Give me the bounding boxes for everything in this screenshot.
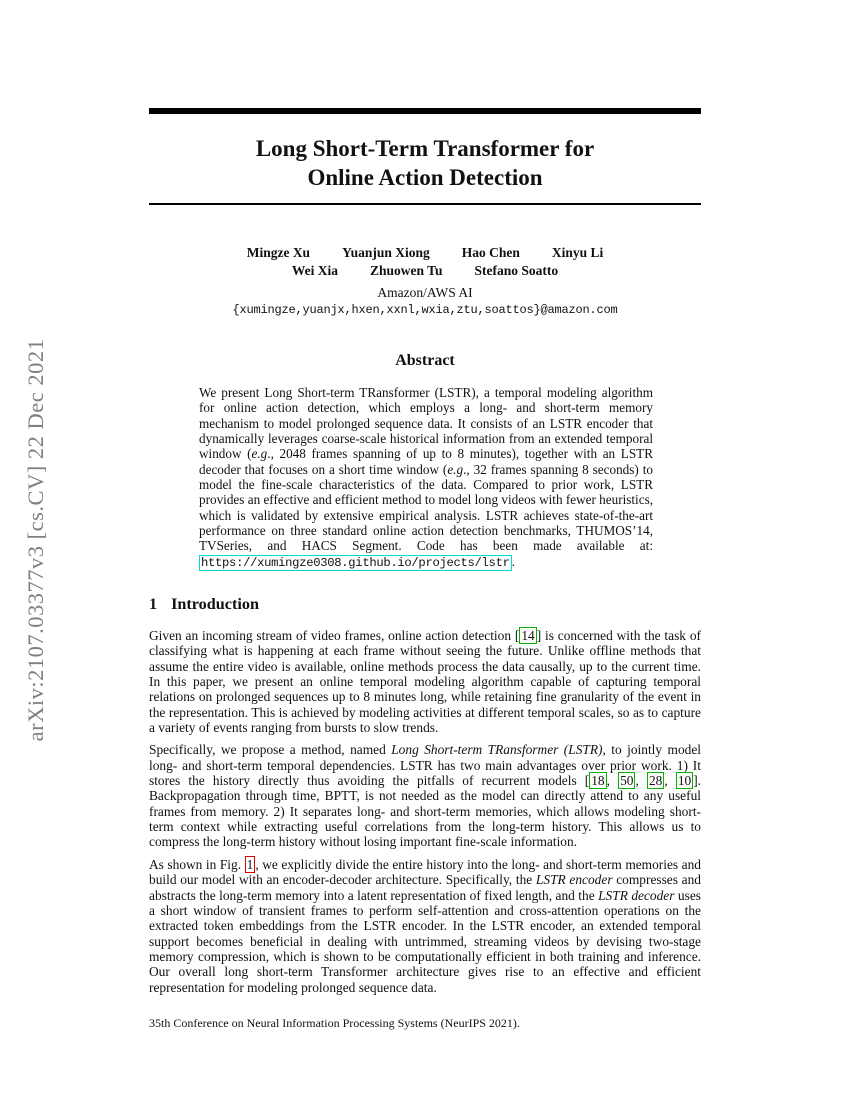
title-rule-bottom: [149, 203, 701, 205]
text-segment: LSTR encoder: [535, 872, 613, 888]
authors-block: [149, 244, 701, 318]
text-segment: e.g: [447, 461, 464, 477]
text-segment: Specifically, we propose a method, named: [149, 742, 392, 758]
text-segment: ] is concerned with the task of classifying what is happening at each frame without seeing the future. Unlike offline methods that assume the entire video is available, online methods process the data causally, up to the current time. In this paper, we present an online temporal modeling algorithm capable of capturing temporal relations on prolonged sequences up to 8 minutes long, while retaining fine granularity of the event in the representation. This is achieved by modeling activities at different temporal scales, so as to capture a variety of events ranging from bursts to slow trends.: [149, 628, 701, 736]
text-segment: ]. Backpropagation through time, BPTT, is not needed as the model can directly attend to any useful frames from memory. 2) It separates long- and short-term memories, which allows modeling short-term context while extracting useful correlations from the long-term history. This allows us to compress the long-term history without losing important fine-scale information.: [149, 773, 702, 850]
text-segment: ., 2048 frames spanning of up to 8 minutes), together with an LSTR decoder that focuses on a short time window (: [199, 446, 653, 477]
author-row-1: [149, 244, 701, 262]
paragraph: [149, 628, 701, 735]
text-segment: , we explicitly divide the entire history into the long- and short-term memories and build our model with an encoder-decoder architecture. Specifically, the: [149, 856, 701, 888]
affiliation: Amazon/AWS AI: [377, 285, 473, 300]
author-name: Stefano Soatto: [474, 263, 559, 278]
code-url-link[interactable]: https://xumingze0308.github.io/projects/lstr: [201, 555, 510, 570]
text-segment: compresses and abstracts the long-term memory into a latent representation of fixed length, and the: [149, 872, 702, 903]
paragraph: [149, 857, 701, 995]
paper-title: [149, 134, 701, 192]
citation-link-14[interactable]: 14: [521, 628, 535, 643]
text-segment: e.g: [251, 446, 268, 462]
text-segment: ,: [606, 773, 619, 789]
section-number: 1: [149, 595, 158, 613]
text-segment: As shown in Fig.: [149, 856, 245, 872]
text-segment: ,: [635, 773, 647, 789]
author-row-2: [149, 262, 701, 280]
title-rule-top: [149, 108, 701, 114]
text-segment: .: [511, 553, 515, 569]
section-title: Introduction: [171, 595, 259, 613]
paper-title-line2: Online Action Detection: [307, 165, 543, 190]
text-segment: , to jointly model long- and short-term temporal dependencies. LSTR has two main advantages over prior work. 1) It stores the history directly thus avoiding the pitfalls of recurrent models [: [149, 742, 702, 789]
author-name: Yuanjun Xiong: [342, 245, 430, 260]
paper-title-line1: Long Short-Term Transformer for: [255, 136, 595, 161]
arxiv-watermark-label: arXiv:2107.03377v3 [cs.CV] 22 Dec 2021: [23, 338, 48, 742]
text-segment: LSTR decoder: [598, 887, 675, 903]
conference-footnote: 35th Conference on Neural Information Processing Systems (NeurIPS 2021).: [149, 1016, 520, 1030]
author-emails: {xumingze,yuanjx,hxen,xxnl,wxia,ztu,soattos}@amazon.com: [232, 303, 618, 317]
author-name: Xinyu Li: [551, 245, 604, 260]
text-segment: ,: [664, 773, 676, 789]
author-name: Wei Xia: [291, 263, 339, 278]
section-heading-introduction: [149, 595, 701, 614]
abstract-text: [199, 385, 653, 569]
citation-link-10[interactable]: 10: [677, 773, 692, 789]
abstract-heading: Abstract: [395, 352, 455, 369]
introduction-body: [149, 628, 701, 1002]
text-segment: ., 32 frames spanning 8 seconds) to model the fine-scale characteristics of the data. Compared to prior work, LSTR provides an effective and efficient method to model long videos with fewer heuristics, which is validated by extensive empirical analysis. LSTR achieves state-of-the-art performance on three standard online action detection benchmarks, THUMOS’14, TVSeries, and HACS Segment. Code has been made available at:: [199, 461, 653, 554]
paragraph: [149, 742, 701, 849]
author-name: Mingze Xu: [246, 245, 311, 260]
text-segment: We present Long Short-term TRansformer (LSTR), a temporal modeling algorithm for online action detection, which employs a long- and short-term memory mechanism to model prolonged sequence data. It consists of an LSTR encoder that dynamically leverages coarse-scale historical information from an extended temporal window (: [199, 385, 653, 462]
author-name: Hao Chen: [461, 245, 520, 260]
text-segment: Long Short-term TRansformer (LSTR): [391, 742, 603, 758]
figure-1-link[interactable]: 1: [246, 856, 254, 872]
text-segment: Given an incoming stream of video frames, online action detection [: [149, 628, 520, 643]
text-segment: uses a short window of transient frames to perform self-attention and cross-attention operations on the extracted token embeddings from the LSTR encoder. In the LSTR encoder, an extended temporal support becomes beneficial in dealing with untrimmed, streaming videos by devising two-stage memory compression, which is shown to be computationally efficient in both training and inference. Our overall long short-term Transformer architecture gives rise to an effective and efficient representation for modeling prolonged sequence data.: [149, 887, 701, 995]
author-name: Zhuowen Tu: [370, 263, 443, 278]
citation-link-50[interactable]: 50: [620, 773, 634, 789]
citation-link-28[interactable]: 28: [648, 773, 663, 789]
citation-link-18[interactable]: 18: [591, 773, 605, 789]
